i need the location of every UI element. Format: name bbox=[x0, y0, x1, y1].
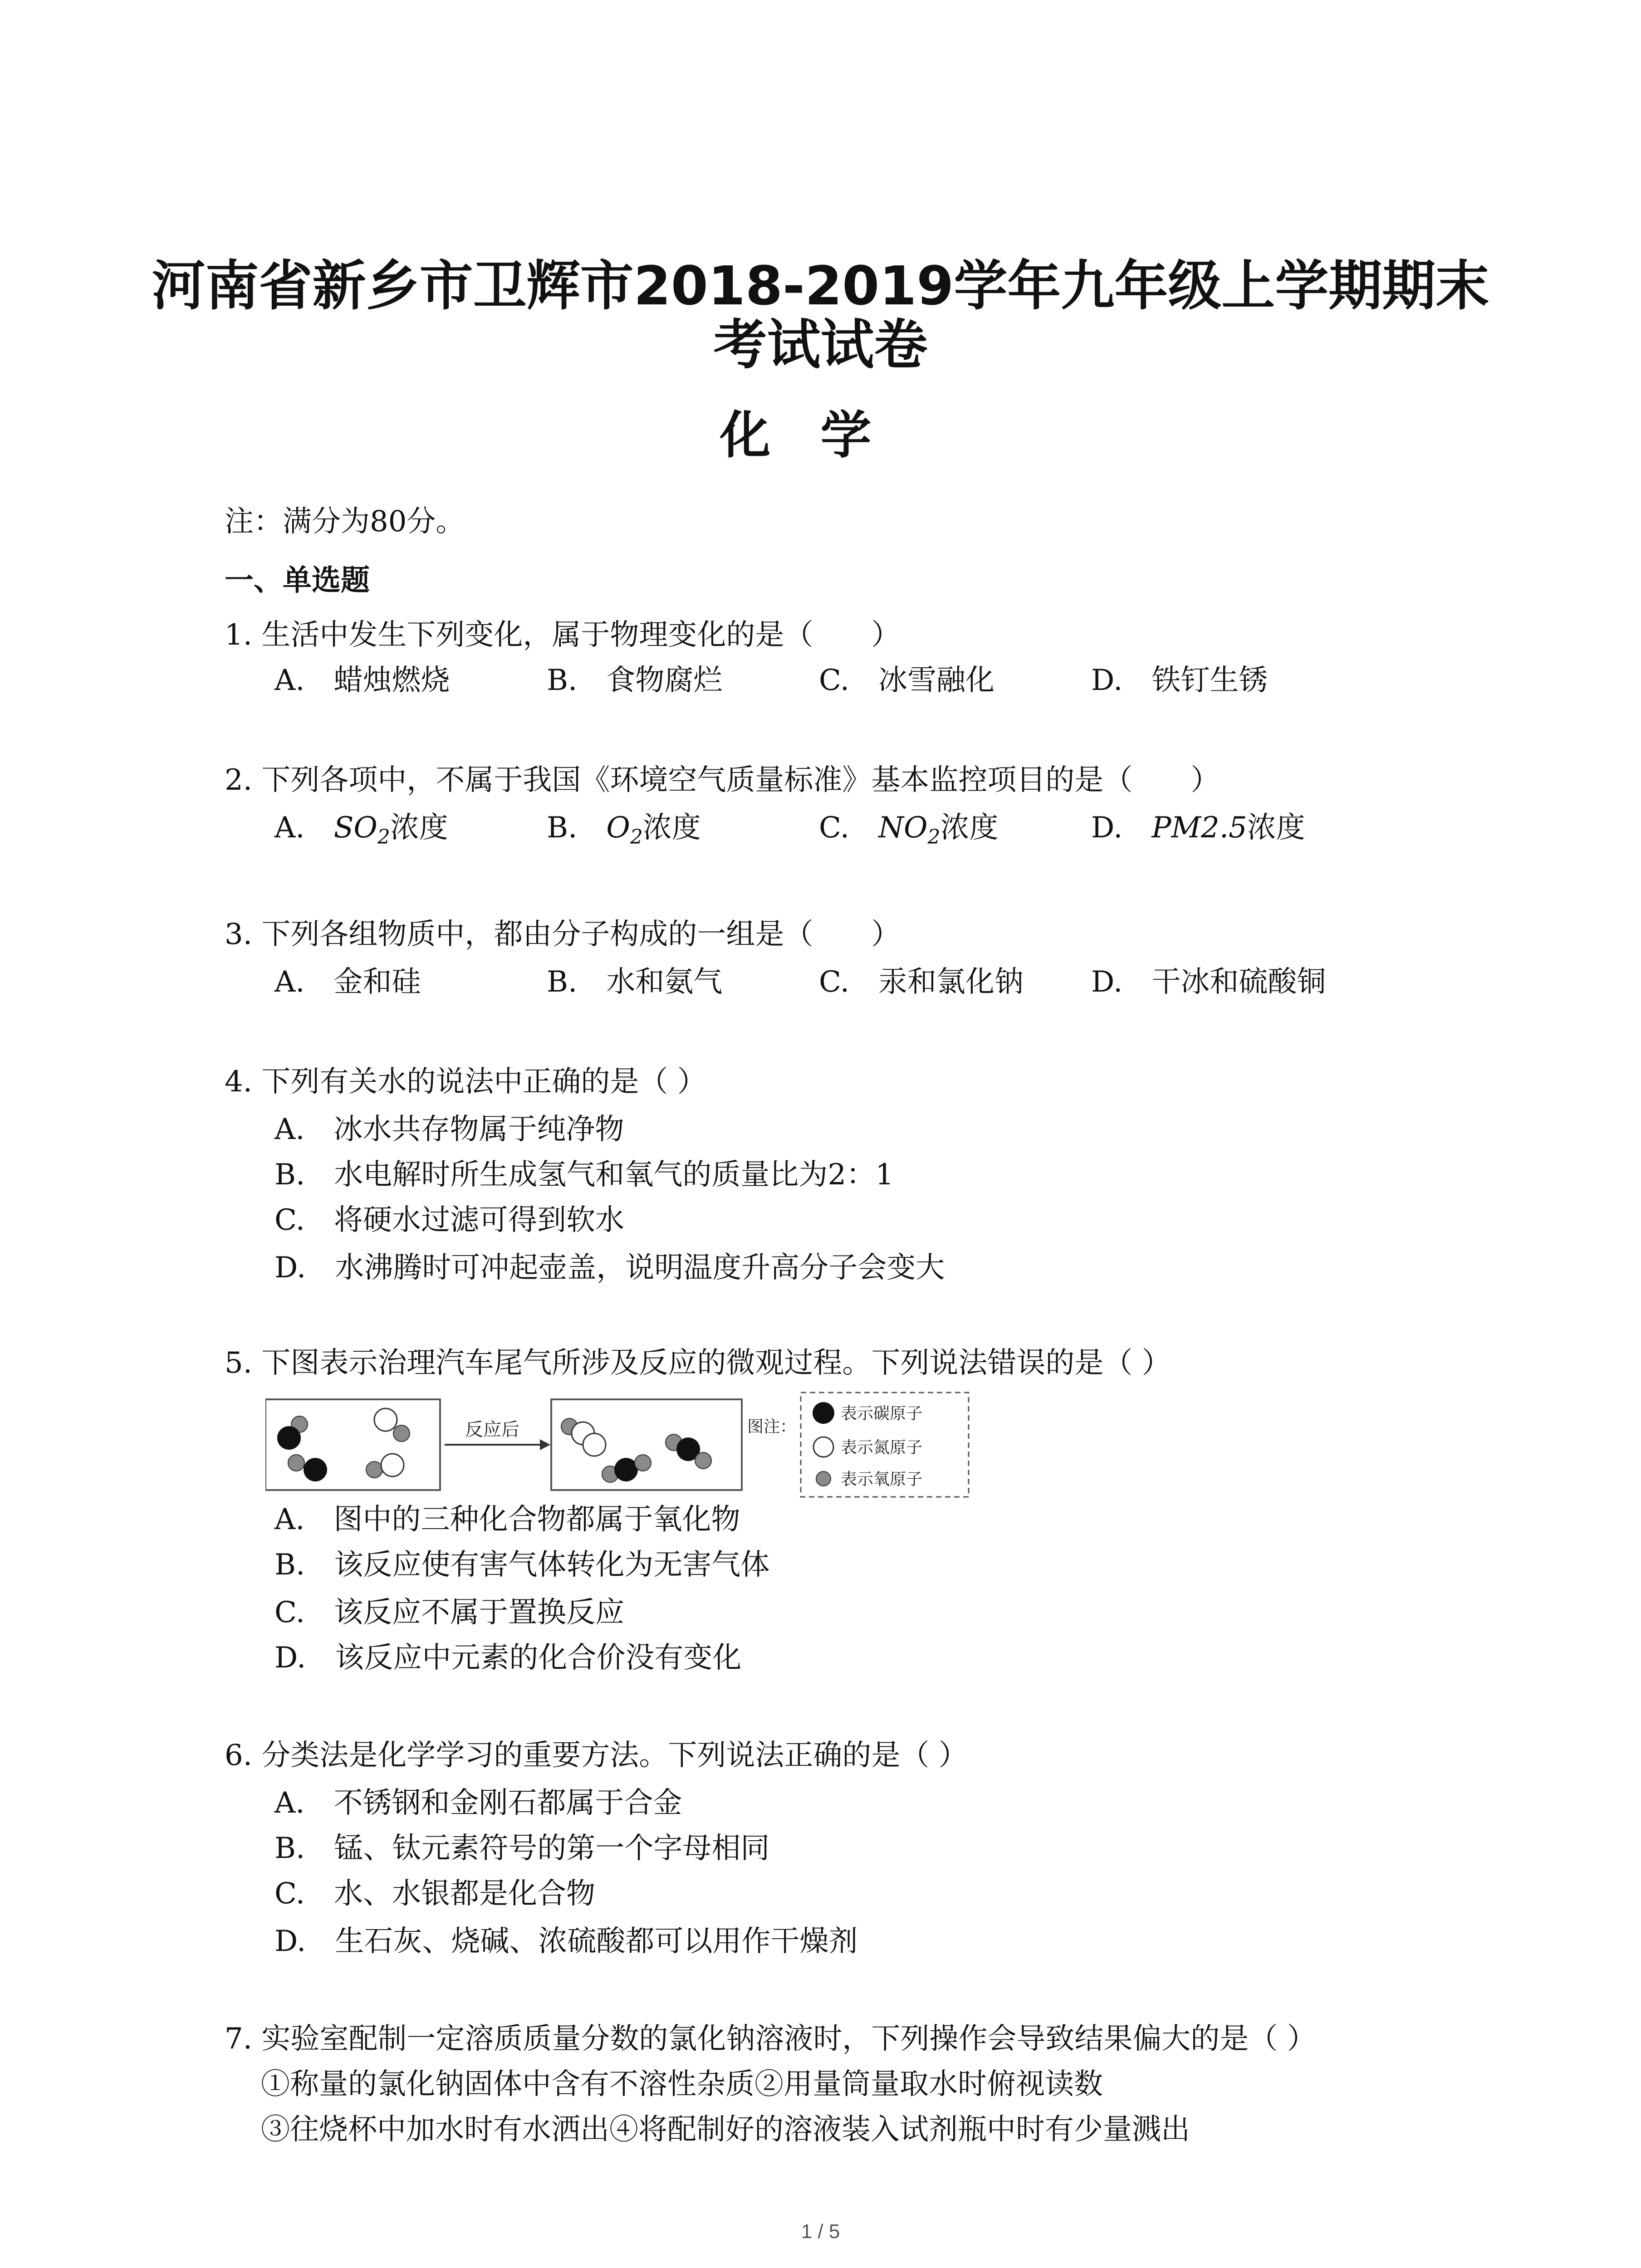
question-5-option-d: D. 该反应中元素的化合价没有变化 bbox=[274, 1641, 742, 1675]
question-3-option-a: A. 金和硅 bbox=[274, 965, 421, 999]
formula-subscript: 2 bbox=[630, 825, 643, 849]
chemical-formula bbox=[878, 811, 941, 849]
question-5-option-b: B. 该反应使有害气体转化为无害气体 bbox=[274, 1548, 770, 1582]
question-2-option-a bbox=[274, 810, 448, 855]
option-suffix: 浓度 bbox=[390, 811, 448, 845]
title-line-1: 河南省新乡市卫辉市2018-2019学年九年级上学期期末 bbox=[152, 254, 1489, 317]
carbon-atom bbox=[277, 1426, 301, 1450]
subject-title: 化学 bbox=[720, 406, 921, 465]
formula-base: NO bbox=[878, 811, 928, 845]
question-1-option-d: D. 铁钉生锈 bbox=[1091, 664, 1268, 697]
question-3-option-c: C. 汞和氯化钠 bbox=[819, 965, 1024, 999]
question-2-option-b bbox=[547, 810, 701, 855]
oxygen-atom bbox=[393, 1425, 410, 1442]
question-1-option-a: A. 蜡烛燃烧 bbox=[274, 664, 450, 697]
question-6-option-b: B. 锰、钛元素符号的第一个字母相同 bbox=[274, 1832, 770, 1865]
option-suffix: 浓度 bbox=[642, 811, 701, 845]
option-label: C. bbox=[819, 811, 879, 845]
question-1-stem: 1. 生活中发生下列变化，属于物理变化的是（ ） bbox=[225, 618, 901, 652]
question-2-option-c bbox=[819, 810, 999, 855]
question-6-option-c: C. 水、水银都是化合物 bbox=[274, 1877, 596, 1911]
page-number: 1 / 5 bbox=[801, 2220, 840, 2243]
title-line-2: 考试试卷 bbox=[713, 313, 928, 376]
question-6-option-a: A. 不锈钢和金刚石都属于合金 bbox=[274, 1786, 682, 1820]
nitrogen-atom bbox=[583, 1433, 606, 1456]
option-suffix: 浓度 bbox=[940, 811, 999, 845]
oxygen-atom bbox=[695, 1452, 711, 1469]
question-2-option-d bbox=[1091, 810, 1305, 846]
question-5-option-c: C. 该反应不属于置换反应 bbox=[274, 1596, 625, 1629]
legend-nitrogen-label: 表示氮原子 bbox=[841, 1438, 923, 1457]
oxygen-atom bbox=[288, 1455, 304, 1471]
question-7-stem: 7. 实验室配制一定溶质质量分数的氯化钠溶液时，下列操作会导致结果偏大的是（ ） bbox=[225, 2022, 1316, 2056]
chemical-formula bbox=[606, 811, 643, 849]
question-3-option-d: D. 干冰和硫酸铜 bbox=[1091, 965, 1326, 999]
reaction-diagram bbox=[265, 1390, 973, 1499]
question-6-option-d: D. 生石灰、烧碱、浓硫酸都可以用作干燥剂 bbox=[274, 1925, 858, 1958]
legend-oxygen-label: 表示氧原子 bbox=[841, 1470, 923, 1489]
option-label: B. bbox=[547, 811, 607, 845]
question-5-option-a: A. 图中的三种化合物都属于氧化物 bbox=[274, 1503, 740, 1536]
arrow-head bbox=[540, 1439, 550, 1450]
question-6-stem: 6. 分类法是化学学习的重要方法。下列说法正确的是（ ） bbox=[225, 1739, 968, 1772]
question-7-item-line-2: ③往烧杯中加水时有水洒出④将配制好的溶液装入试剂瓶中时有少量溅出 bbox=[261, 2113, 1190, 2146]
question-7-item-line-1: ①称量的氯化钠固体中含有不溶性杂质②用量筒量取水时俯视读数 bbox=[261, 2068, 1103, 2101]
nitrogen-atom bbox=[374, 1408, 397, 1431]
option-label: D. bbox=[1091, 811, 1152, 845]
formula-subscript: 2 bbox=[927, 825, 941, 849]
question-3-stem: 3. 下列各组物质中，都由分子构成的一组是（ ） bbox=[225, 918, 901, 951]
formula-subscript: 2 bbox=[377, 825, 390, 849]
question-4-stem: 4. 下列有关水的说法中正确的是（ ） bbox=[225, 1065, 706, 1099]
formula-base: SO bbox=[333, 811, 377, 845]
question-4-option-a: A. 冰水共存物属于纯净物 bbox=[274, 1113, 624, 1146]
chemical-formula bbox=[333, 811, 390, 849]
legend-carbon-label: 表示碳原子 bbox=[841, 1404, 923, 1423]
nitrogen-atom bbox=[381, 1454, 404, 1476]
formula-base: O bbox=[606, 811, 630, 845]
question-3-option-b: B. 水和氨气 bbox=[547, 965, 723, 999]
chemical-formula bbox=[1151, 811, 1247, 845]
legend-oxygen-marker bbox=[816, 1471, 831, 1486]
question-4-option-b: B. 水电解时所生成氢气和氧气的质量比为2：1 bbox=[274, 1158, 894, 1192]
question-4-option-c: C. 将硬水过滤可得到软水 bbox=[274, 1203, 625, 1237]
question-1-option-c: C. 冰雪融化 bbox=[819, 664, 995, 697]
question-2-stem: 2. 下列各项中，不属于我国《环境空气质量标准》基本监控项目的是（ ） bbox=[225, 763, 1220, 797]
oxygen-atom bbox=[366, 1461, 382, 1478]
carbon-atom bbox=[614, 1458, 638, 1481]
oxygen-atom bbox=[635, 1455, 651, 1471]
section-title: 一、单选题 bbox=[225, 564, 370, 597]
arrow-label: 反应后 bbox=[465, 1419, 519, 1440]
legend-nitrogen-marker bbox=[813, 1437, 833, 1457]
score-note: 注：满分为80分。 bbox=[225, 505, 465, 538]
question-1-option-b: B. 食物腐烂 bbox=[547, 664, 723, 697]
legend-prefix: 图注： bbox=[747, 1418, 797, 1436]
option-suffix: 浓度 bbox=[1247, 811, 1305, 845]
carbon-atom bbox=[304, 1458, 327, 1481]
legend-carbon-marker bbox=[813, 1402, 834, 1424]
option-label: A. bbox=[274, 811, 334, 845]
question-4-option-d: D. 水沸腾时可冲起壶盖，说明温度升高分子会变大 bbox=[274, 1251, 945, 1285]
formula-base: PM2.5 bbox=[1151, 811, 1247, 845]
question-5-stem: 5. 下图表示治理汽车尾气所涉及反应的微观过程。下列说法错误的是（ ） bbox=[225, 1346, 1171, 1380]
